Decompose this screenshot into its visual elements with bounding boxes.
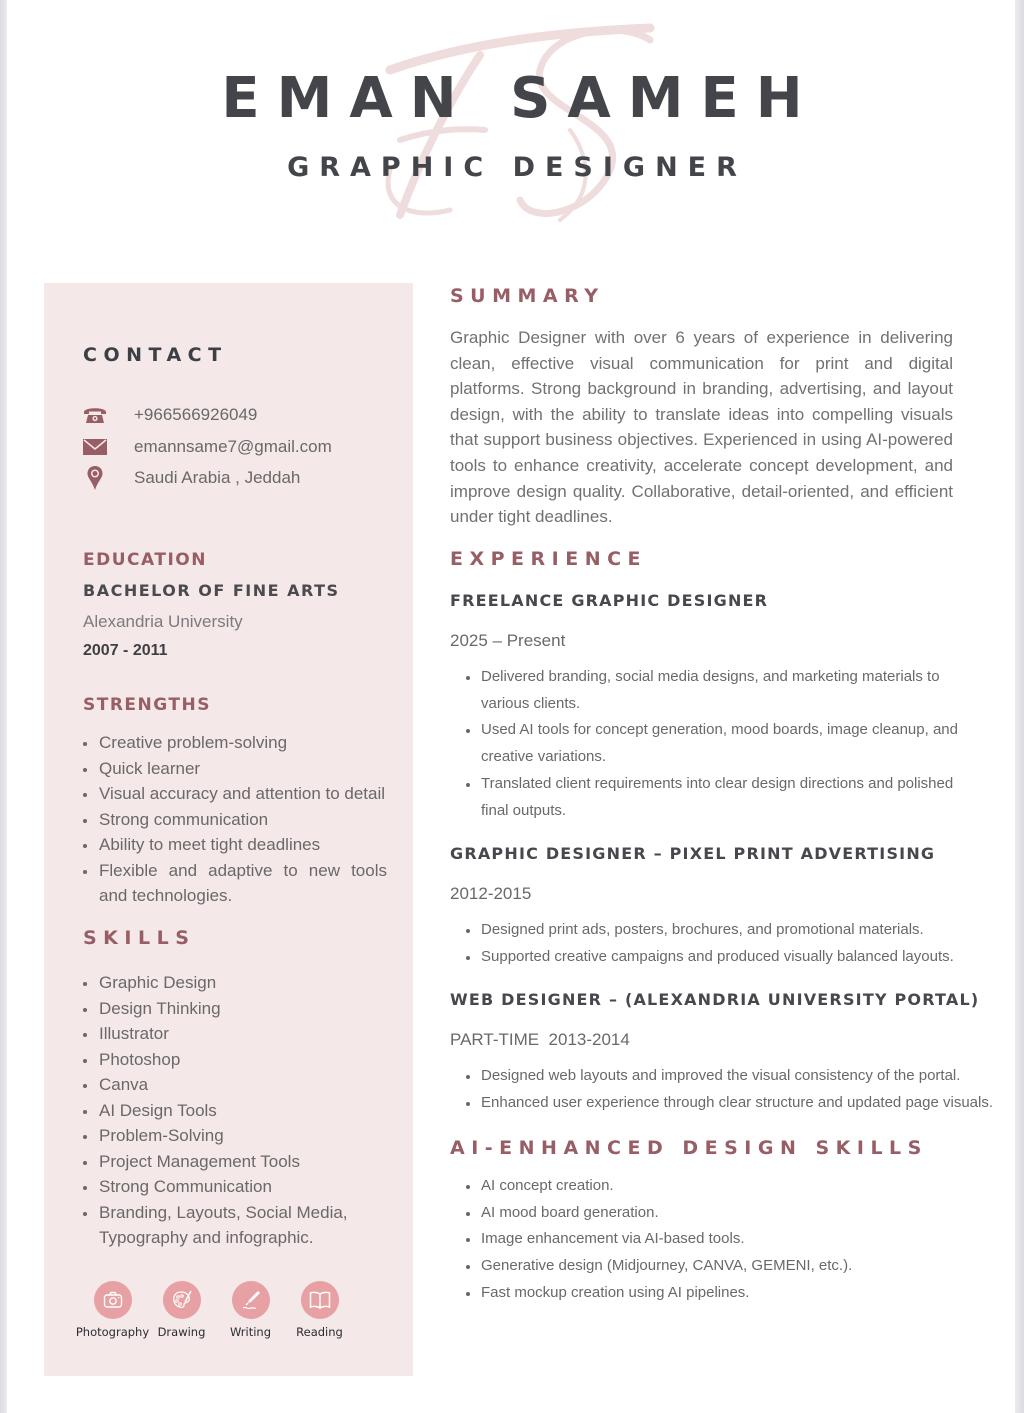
ai-skill-item: Image enhancement via AI-based tools.	[466, 1226, 1006, 1253]
strength-item: Visual accuracy and attention to detail	[83, 781, 387, 807]
contact-location	[82, 466, 300, 490]
strength-item: Flexible and adaptive to new tools and technologies.	[83, 858, 387, 909]
ai-skill-item: Generative design (Midjourney, CANVA, GEMENI, etc.).	[466, 1253, 1006, 1280]
hobby-photography	[75, 1281, 150, 1339]
skill-item: Problem-Solving	[83, 1123, 383, 1149]
skill-item: AI Design Tools	[83, 1098, 383, 1124]
ai-skill-item: AI concept creation.	[466, 1173, 1006, 1200]
summary-text: Graphic Designer with over 6 years of experience in delivering clean, effective visual communication for print and digital platforms. Strong background in branding, advertising, and layout design, with the ability to translate ideas into compelling visuals that support business objectives. Experienced in using AI-powered tools to enhance creativity, accelerate concept development, and improve design quality. Collaborative, detail-oriented, and efficient under tight deadlines.	[450, 328, 953, 527]
experience-heading: EXPERIENCE	[450, 548, 648, 570]
job-bullets	[466, 917, 1006, 970]
job-bullet: Enhanced user experience through clear structure and updated page visuals.	[466, 1090, 1006, 1117]
ai-skill-item: Fast mockup creation using AI pipelines.	[466, 1280, 1006, 1307]
job-dates: 2012-2015	[450, 884, 532, 903]
skill-item: Canva	[83, 1072, 383, 1098]
ai-skills-heading: AI-ENHANCED DESIGN SKILLS	[450, 1137, 928, 1159]
skill-item: Photoshop	[83, 1047, 383, 1073]
job-title: GRAPHIC DESIGNER – PIXEL PRINT ADVERTISING	[450, 844, 936, 863]
skill-item: Illustrator	[83, 1021, 383, 1047]
strength-item: Quick learner	[83, 756, 387, 782]
job-dates: 2025 – Present	[450, 631, 566, 650]
job-bullets	[466, 1063, 1006, 1116]
contact-heading: CONTACT	[83, 344, 228, 366]
skills-heading: SKILLS	[83, 927, 196, 949]
strengths-list	[83, 730, 387, 909]
strengths-heading: STRENGTHS	[83, 695, 211, 715]
skill-item: Graphic Design	[83, 970, 383, 996]
candidate-name: EMAN SAMEH	[221, 66, 820, 131]
hobby-label: Reading	[296, 1325, 343, 1339]
skills-list	[83, 970, 383, 1251]
hobby-reading	[285, 1281, 354, 1339]
summary-heading: SUMMARY	[450, 285, 605, 307]
hobby-label: Writing	[229, 1325, 272, 1339]
job-bullet: Supported creative campaigns and produced visually balanced layouts.	[466, 944, 1006, 971]
hobby-label: Photography	[75, 1325, 150, 1339]
palette-icon	[163, 1281, 201, 1319]
strength-item: Creative problem-solving	[83, 730, 387, 756]
education-degree: BACHELOR OF FINE ARTS	[83, 581, 340, 600]
hobby-drawing	[147, 1281, 216, 1339]
job-title: FREELANCE GRAPHIC DESIGNER	[450, 591, 769, 610]
skill-item: Project Management Tools	[83, 1149, 383, 1175]
job-bullet: Designed print ads, posters, brochures, and promotional materials.	[466, 917, 1006, 944]
page-edge-left	[0, 0, 7, 1413]
hobby-writing	[216, 1281, 285, 1339]
mail-icon	[82, 435, 108, 459]
ai-skills-list	[466, 1173, 1006, 1307]
education-heading: EDUCATION	[83, 550, 207, 570]
skill-item: Branding, Layouts, Social Media, Typography and infographic.	[83, 1200, 383, 1251]
job-dates: PART-TIME 2013-2014	[450, 1030, 630, 1049]
contact-location-text: Saudi Arabia , Jeddah	[134, 468, 301, 487]
contact-phone	[82, 403, 257, 427]
skill-item: Strong Communication	[83, 1174, 383, 1200]
education-school: Alexandria University	[83, 612, 243, 631]
candidate-role: GRAPHIC DESIGNER	[287, 152, 747, 183]
job-bullet: Translated client requirements into clear design directions and polished final outputs.	[466, 771, 971, 824]
strength-item: Ability to meet tight deadlines	[83, 832, 387, 858]
contact-email-text[interactable]: emannsame7@gmail.com	[134, 437, 332, 456]
skill-item: Design Thinking	[83, 996, 383, 1022]
hobby-label: Drawing	[157, 1325, 206, 1339]
education-years: 2007 - 2011	[83, 642, 168, 659]
sidebar	[44, 283, 413, 1376]
location-pin-icon	[82, 466, 108, 490]
contact-phone-text[interactable]: +966566926049	[134, 405, 258, 424]
book-icon	[301, 1281, 339, 1319]
page-edge-right	[1015, 0, 1024, 1413]
job-bullet: Used AI tools for concept generation, mood boards, image cleanup, and creative variations.	[466, 717, 971, 770]
job-bullet: Delivered branding, social media designs, and marketing materials to various clients.	[466, 664, 971, 717]
job-bullets	[466, 664, 971, 824]
job-title: WEB DESIGNER – (ALEXANDRIA UNIVERSITY PORTAL)	[450, 990, 980, 1009]
ai-skill-item: AI mood board generation.	[466, 1200, 1006, 1227]
hobbies-row	[75, 1281, 354, 1339]
camera-icon	[94, 1281, 132, 1319]
strength-item: Strong communication	[83, 807, 387, 833]
job-bullet: Designed web layouts and improved the visual consistency of the portal.	[466, 1063, 1006, 1090]
contact-email	[82, 435, 332, 459]
phone-icon	[82, 403, 108, 427]
pen-nib-icon	[232, 1281, 270, 1319]
